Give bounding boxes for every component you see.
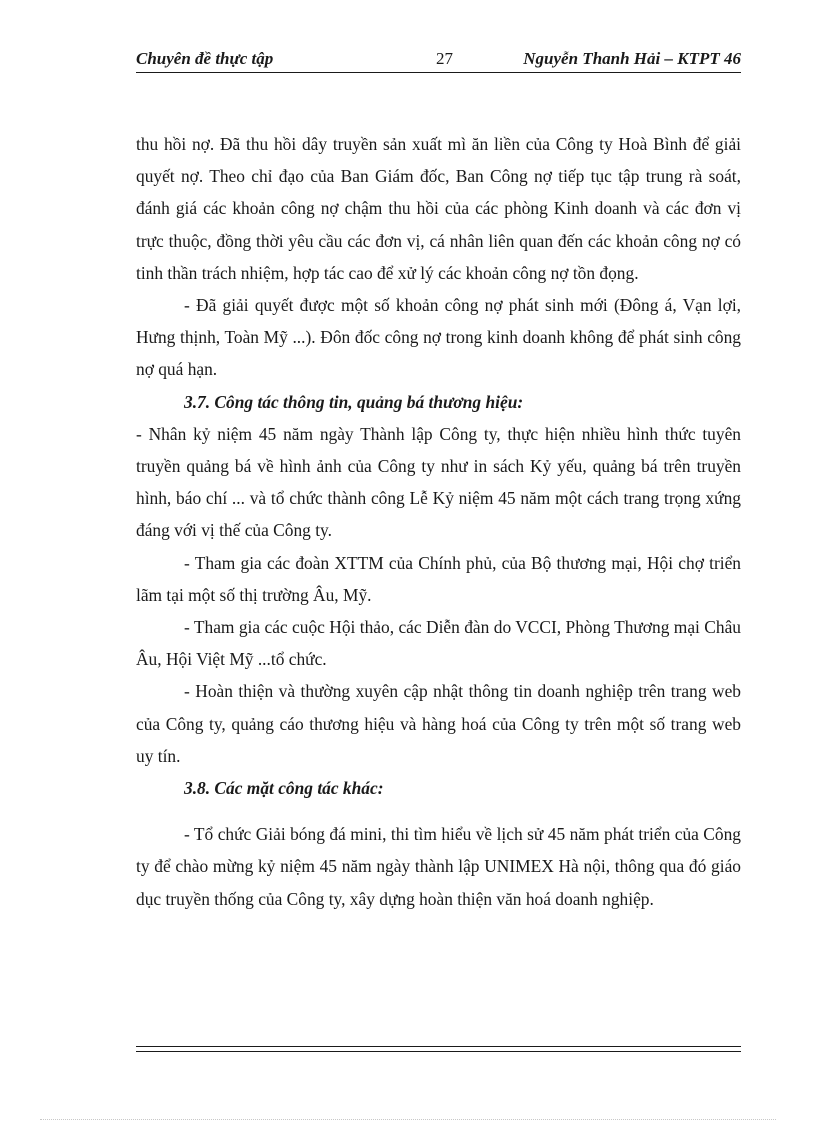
- paragraph-debt-recovery: thu hồi nợ. Đã thu hồi dây truyền sản xuất mì ăn liền của Công ty Hoà Bình để giải quyết nợ. Theo chỉ đạo của Ban Giám đốc, Ban Công nợ tiếp tục tập trung rà soát, đánh giá các khoản công nợ chậm thu hồi của các phòng Kinh doanh và các đơn vị trực thuộc, đồng thời yêu cầu các đơn vị, cá nhân liên quan đến các khoản công nợ có tinh thần trách nhiệm, hợp tác cao để xử lý các khoản công nợ tồn đọng.: [136, 134, 741, 283]
- spacer: [136, 804, 741, 818]
- paragraph-new-debts: - Đã giải quyết được một số khoản công nợ phát sinh mới (Đông á, Vạn lợi, Hưng thịnh, Toàn Mỹ ...). Đôn đốc công nợ trong kinh doanh không để phát sinh công nợ quá hạn.: [136, 295, 741, 380]
- paragraph-anniversary: - Nhân kỷ niệm 45 năm ngày Thành lập Công ty, thực hiện nhiều hình thức tuyên truyền quảng bá về hình ảnh của Công ty như in sách Kỷ yếu, quảng bá trên truyền hình, báo chí ... và tổ chức thành công Lễ Kỷ niệm 45 năm một cách trang trọng xứng đáng với vị thế của Công ty.: [136, 423, 741, 541]
- section-heading-3-8: 3.8. Các mặt công tác khác:: [184, 778, 384, 799]
- footer-divider-bottom: [136, 1051, 741, 1052]
- paragraph-football: - Tổ chức Giải bóng đá mini, thi tìm hiểu về lịch sử 45 năm phát triển của Công ty để chào mừng kỷ niệm 45 năm ngày thành lập UNIMEX Hà nội, thông qua đó giáo dục truyền thống của Công ty, xây dựng hoàn thiện văn hoá doanh nghiệp.: [136, 824, 741, 909]
- footer-divider-top: [136, 1046, 741, 1047]
- header-title: Chuyên đề thực tập: [136, 49, 274, 68]
- header-divider: [136, 72, 741, 73]
- page-header: [136, 47, 741, 71]
- document-body: [136, 128, 741, 915]
- paragraph-website: - Hoàn thiện và thường xuyên cập nhật thông tin doanh nghiệp trên trang web của Công ty, quảng cáo thương hiệu và hàng hoá của Công ty trên một số trang web uy tín.: [136, 681, 741, 766]
- header-author: Nguyễn Thanh Hải – KTPT 46: [523, 49, 741, 68]
- paragraph-trade-delegations: - Tham gia các đoàn XTTM của Chính phủ, của Bộ thương mại, Hội chợ triển lãm tại một số thị trường Âu, Mỹ.: [136, 552, 741, 605]
- page-number: 27: [436, 49, 453, 68]
- page-bottom-edge: [40, 1119, 776, 1120]
- section-heading-3-7: 3.7. Công tác thông tin, quảng bá thương hiệu:: [184, 391, 524, 412]
- paragraph-workshops: - Tham gia các cuộc Hội thảo, các Diễn đàn do VCCI, Phòng Thương mại Châu Âu, Hội Việt Mỹ ...tổ chức.: [136, 617, 741, 670]
